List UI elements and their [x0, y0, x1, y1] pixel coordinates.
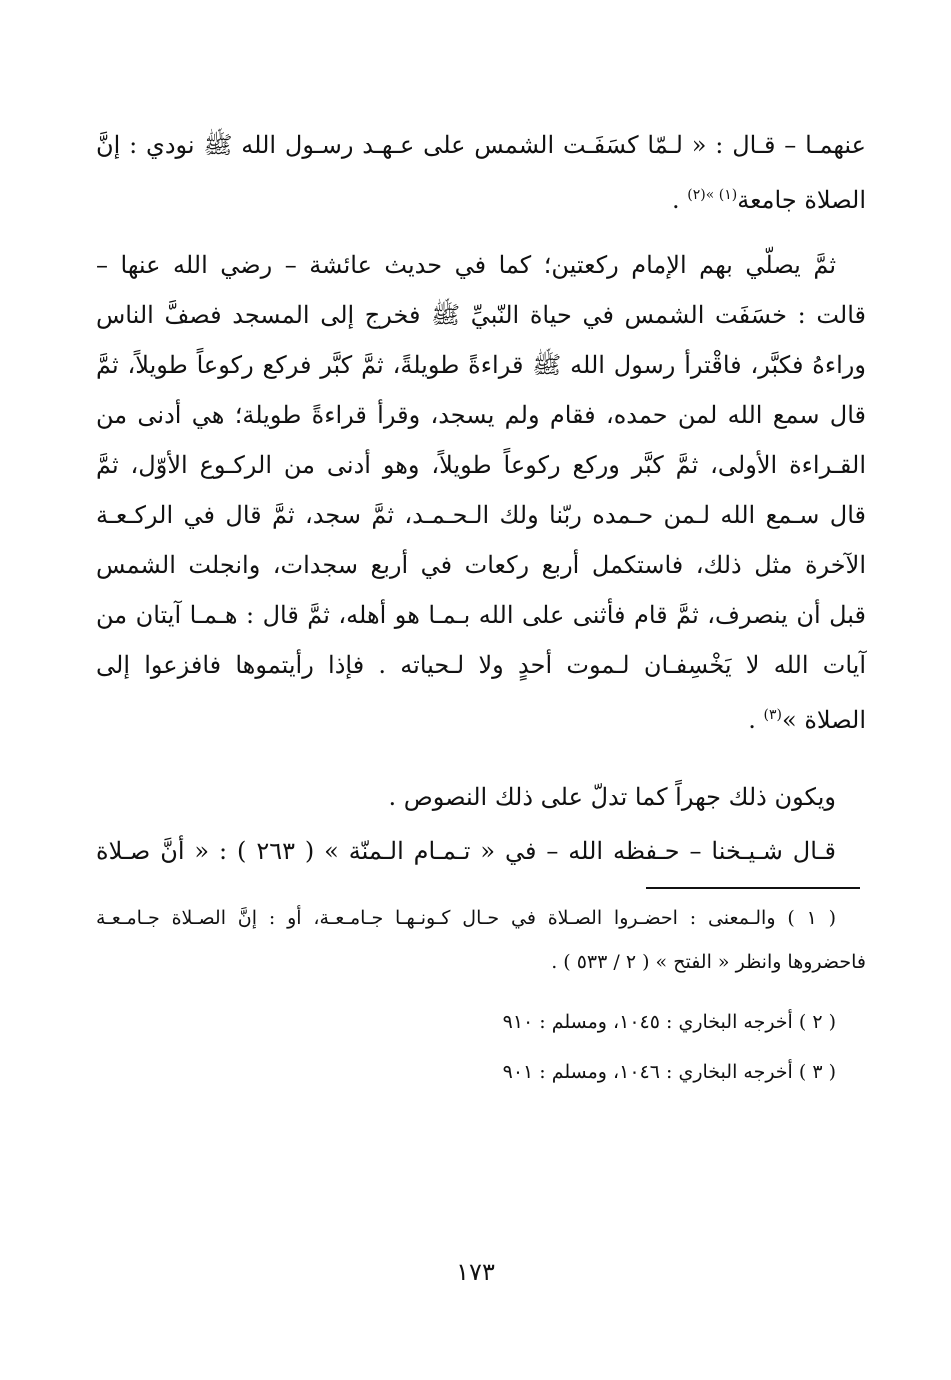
- footnote-line: ( ٣ ) أخرجه البخاري : ١٠٤٦، ومسلم : ٩٠١: [502, 1061, 836, 1083]
- text-line: قـال شـيـخنا – حـفظه الله – في « تـمـام الـمنّة » ( ٢٦٣ ) : « أنَّ صـلاة: [96, 837, 837, 865]
- text-line: قالت : خسَفَت الشمس في حياة النّبيِّ ﷺ فخرج إلى المسجد فصفَّ الناس: [96, 301, 866, 329]
- punctuation: .: [748, 706, 756, 734]
- footnote-line: ( ١ ) والـمعنى : احضـروا الصـلاة في حـال كـونـهـا جـامـعـة، أو : إنَّ الصـلاة جـامـعـة: [96, 907, 837, 929]
- paragraph-4: [96, 826, 866, 876]
- punctuation: .: [672, 186, 680, 214]
- text-line: ثمَّ يصلّي بهم الإمام ركعتين؛ كما في حديث عائشة – رضي الله عنها –: [96, 251, 837, 279]
- page-number: ١٧٣: [456, 1258, 495, 1286]
- text-line: [96, 170, 866, 225]
- text-line: عنهمـا – قـال : « لـمّا كسَفَـت الشمس على عـهـد رسـول الله ﷺ نودي : إنَّ: [96, 131, 866, 159]
- text-line: الآخرة مثل ذلك، فاستكمل أربع ركعات في أربع سجدات، وانجلت الشمس: [96, 551, 866, 579]
- text-fragment: الصلاة جامعة: [737, 186, 866, 214]
- paragraph-1: [96, 120, 866, 225]
- footnote-reference: (١) »(٢): [687, 187, 738, 203]
- text-fragment: الصلاة »: [782, 706, 866, 734]
- text-line: القـراءة الأولى، ثمَّ كبَّر وركع ركوعاً طويلاً، وهو أدنى من الركـوع الأوّل، ثمَّ: [96, 451, 866, 479]
- text-line: قال سمع الله لمن حمده، فقام ولم يسجد، وقرأ قراءةً طويلة؛ هي أدنى من: [96, 401, 866, 429]
- paragraph-2: [96, 240, 866, 745]
- footnote-1: [96, 896, 866, 984]
- footnote-line: ( ٢ ) أخرجه البخاري : ١٠٤٥، ومسلم : ٩١٠: [502, 1011, 836, 1033]
- text-line: وراءهُ فكبَّر، فاقْترأ رسول الله ﷺ قراءةً طويلةً، ثمَّ كبَّر فركع ركوعاً طويلاً، ثمَّ: [96, 351, 866, 379]
- text-line: آيات الله لا يَخْسِفـان لـموت أحدٍ ولا لـحياته . فإذا رأيتموها فافزعوا إلى: [96, 651, 866, 679]
- text-line: [96, 690, 866, 745]
- footnote-divider: [646, 887, 860, 889]
- footnote-line: فاحضروها وانظر « الفتح » ( ٢ / ٥٣٣ ) .: [551, 951, 866, 973]
- text-line: قبل أن ينصرف، ثمَّ قام فأثنى على الله بـمـا هو أهله، ثمَّ قال : هـمـا آيتان من: [96, 601, 866, 629]
- footnote-3: [96, 1050, 866, 1094]
- footnote-reference: (٣): [763, 707, 782, 723]
- footnote-2: [96, 1000, 866, 1044]
- paragraph-3: [96, 772, 866, 822]
- text-line: ويكون ذلك جهراً كما تدلّ على ذلك النصوص .: [388, 783, 836, 811]
- text-line: قال سـمع الله لـمن حـمده ربّنا ولك الـحـمـد، ثمَّ سجد، ثمَّ قال في الركـعـة: [96, 501, 866, 529]
